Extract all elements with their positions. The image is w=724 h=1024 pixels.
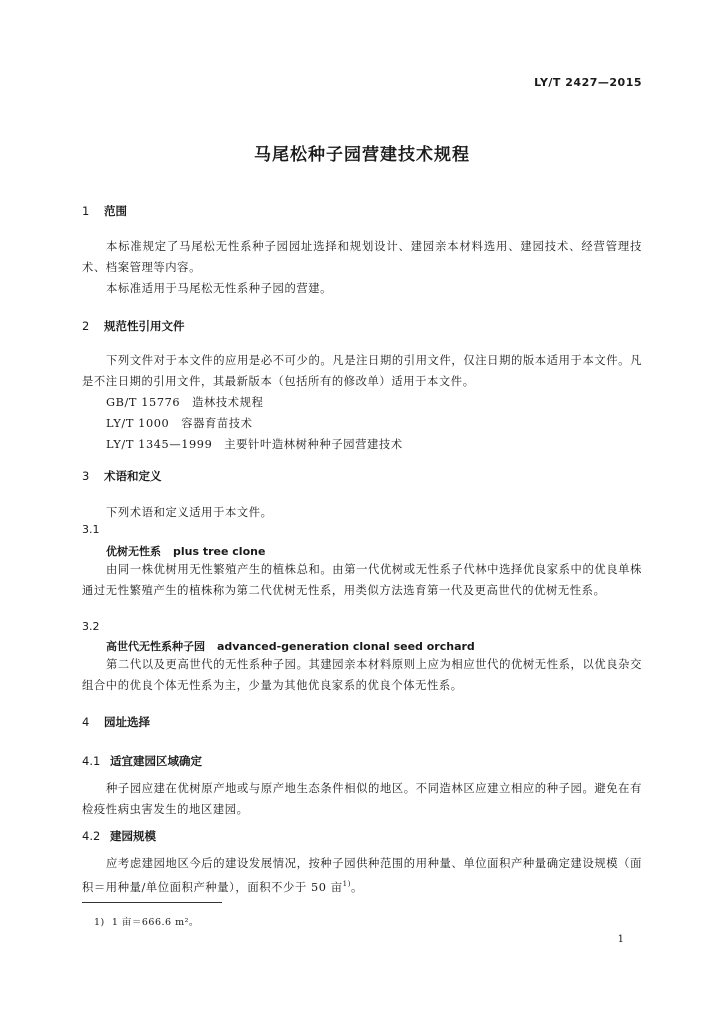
subsection-number: 4.1 (82, 754, 101, 768)
section-number: 4 (82, 715, 90, 729)
section-1-heading (82, 203, 642, 219)
section-2-heading (82, 318, 642, 334)
section-1-paragraph-1: 本标准规定了马尾松无性系种子园园址选择和规划设计、建园亲本材料选用、建园技术、经营管理技术、档案管理等内容。 (82, 240, 642, 274)
term-number: 3.2 (82, 620, 100, 633)
term-english: advanced-generation clonal seed orchard (217, 640, 475, 653)
section-number: 1 (82, 204, 90, 218)
footnote-reference: 1) (342, 880, 352, 888)
term-definition: 第二代以及更高世代的无性系种子园。其建园亲本材料原则上应为相应世代的优树无性系，以优良杂交组合中的优良个体无性系为主，少量为其他优良家系的优良个体无性系。 (82, 658, 642, 692)
footnote-divider (82, 902, 222, 903)
subsection-title: 建园规模 (110, 829, 156, 843)
reference-item: LY/T 1345—1999 主要针叶造林树种种子园营建技术 (106, 438, 403, 451)
section-2-paragraph-1: 下列文件对于本文件的应用是必不可少的。凡是注日期的引用文件，仅注日期的版本适用于本文件。凡是不注日期的引用文件，其最新版本（包括所有的修改单）适用于本文件。 (82, 354, 642, 388)
document-title: 马尾松种子园营建技术规程 (254, 145, 470, 165)
section-title: 园址选择 (104, 715, 150, 729)
footnote (94, 914, 199, 928)
term-heading (82, 543, 666, 559)
section-number: 3 (82, 469, 90, 483)
section-title: 规范性引用文件 (104, 319, 185, 333)
term-chinese: 高世代无性系种子园 (106, 640, 205, 653)
section-3-paragraph-1: 下列术语和定义适用于本文件。 (106, 506, 273, 519)
term-heading (82, 638, 666, 654)
term-chinese: 优树无性系 (106, 545, 161, 558)
section-number: 2 (82, 319, 90, 333)
footnote-mark: 1) (94, 917, 105, 928)
term-definition: 由同一株优树用无性繁殖产生的植株总和。由第一代优树或无性系子代林中选择优良家系中的优良单株通过无性繁殖产生的植株称为第二代优树无性系，用类似方法选育第一代及更高世代的优树无性系。 (82, 563, 642, 597)
term-number: 3.1 (82, 523, 100, 536)
page-number: 1 (617, 934, 624, 945)
section-3-heading (82, 468, 642, 484)
reference-item: GB/T 15776 造林技术规程 (106, 396, 264, 409)
paragraph-text: 应考虑建园地区今后的建设发展情况，按种子园供种范围的用种量、单位面积产种量确定建设规模（面积＝用种量/单位面积产种量），面积不少于 50 亩 (82, 857, 642, 894)
standard-code: LY/T 2427—2015 (534, 76, 642, 89)
reference-item: LY/T 1000 容器育苗技术 (106, 417, 253, 430)
subsection-title: 适宜建园区域确定 (110, 754, 202, 768)
subsection-4-1-paragraph: 种子园应建在优树原产地或与原产地生态条件相似的地区。不同造林区应建立相应的种子园。避免在有检疫性病虫害发生的地区建园。 (82, 782, 642, 816)
section-4-heading (82, 714, 642, 730)
section-title: 术语和定义 (104, 469, 162, 483)
section-title: 范围 (104, 204, 127, 218)
subsection-4-2-paragraph (82, 853, 642, 898)
paragraph-end: 。 (351, 880, 363, 894)
section-1-paragraph-2: 本标准适用于马尾松无性系种子园的营建。 (106, 282, 333, 295)
subsection-4-2-heading (82, 828, 642, 844)
subsection-number: 4.2 (82, 829, 101, 843)
subsection-4-1-heading (82, 753, 642, 769)
term-english: plus tree clone (173, 545, 266, 558)
footnote-text: 1 亩＝666.6 m²。 (111, 917, 199, 928)
